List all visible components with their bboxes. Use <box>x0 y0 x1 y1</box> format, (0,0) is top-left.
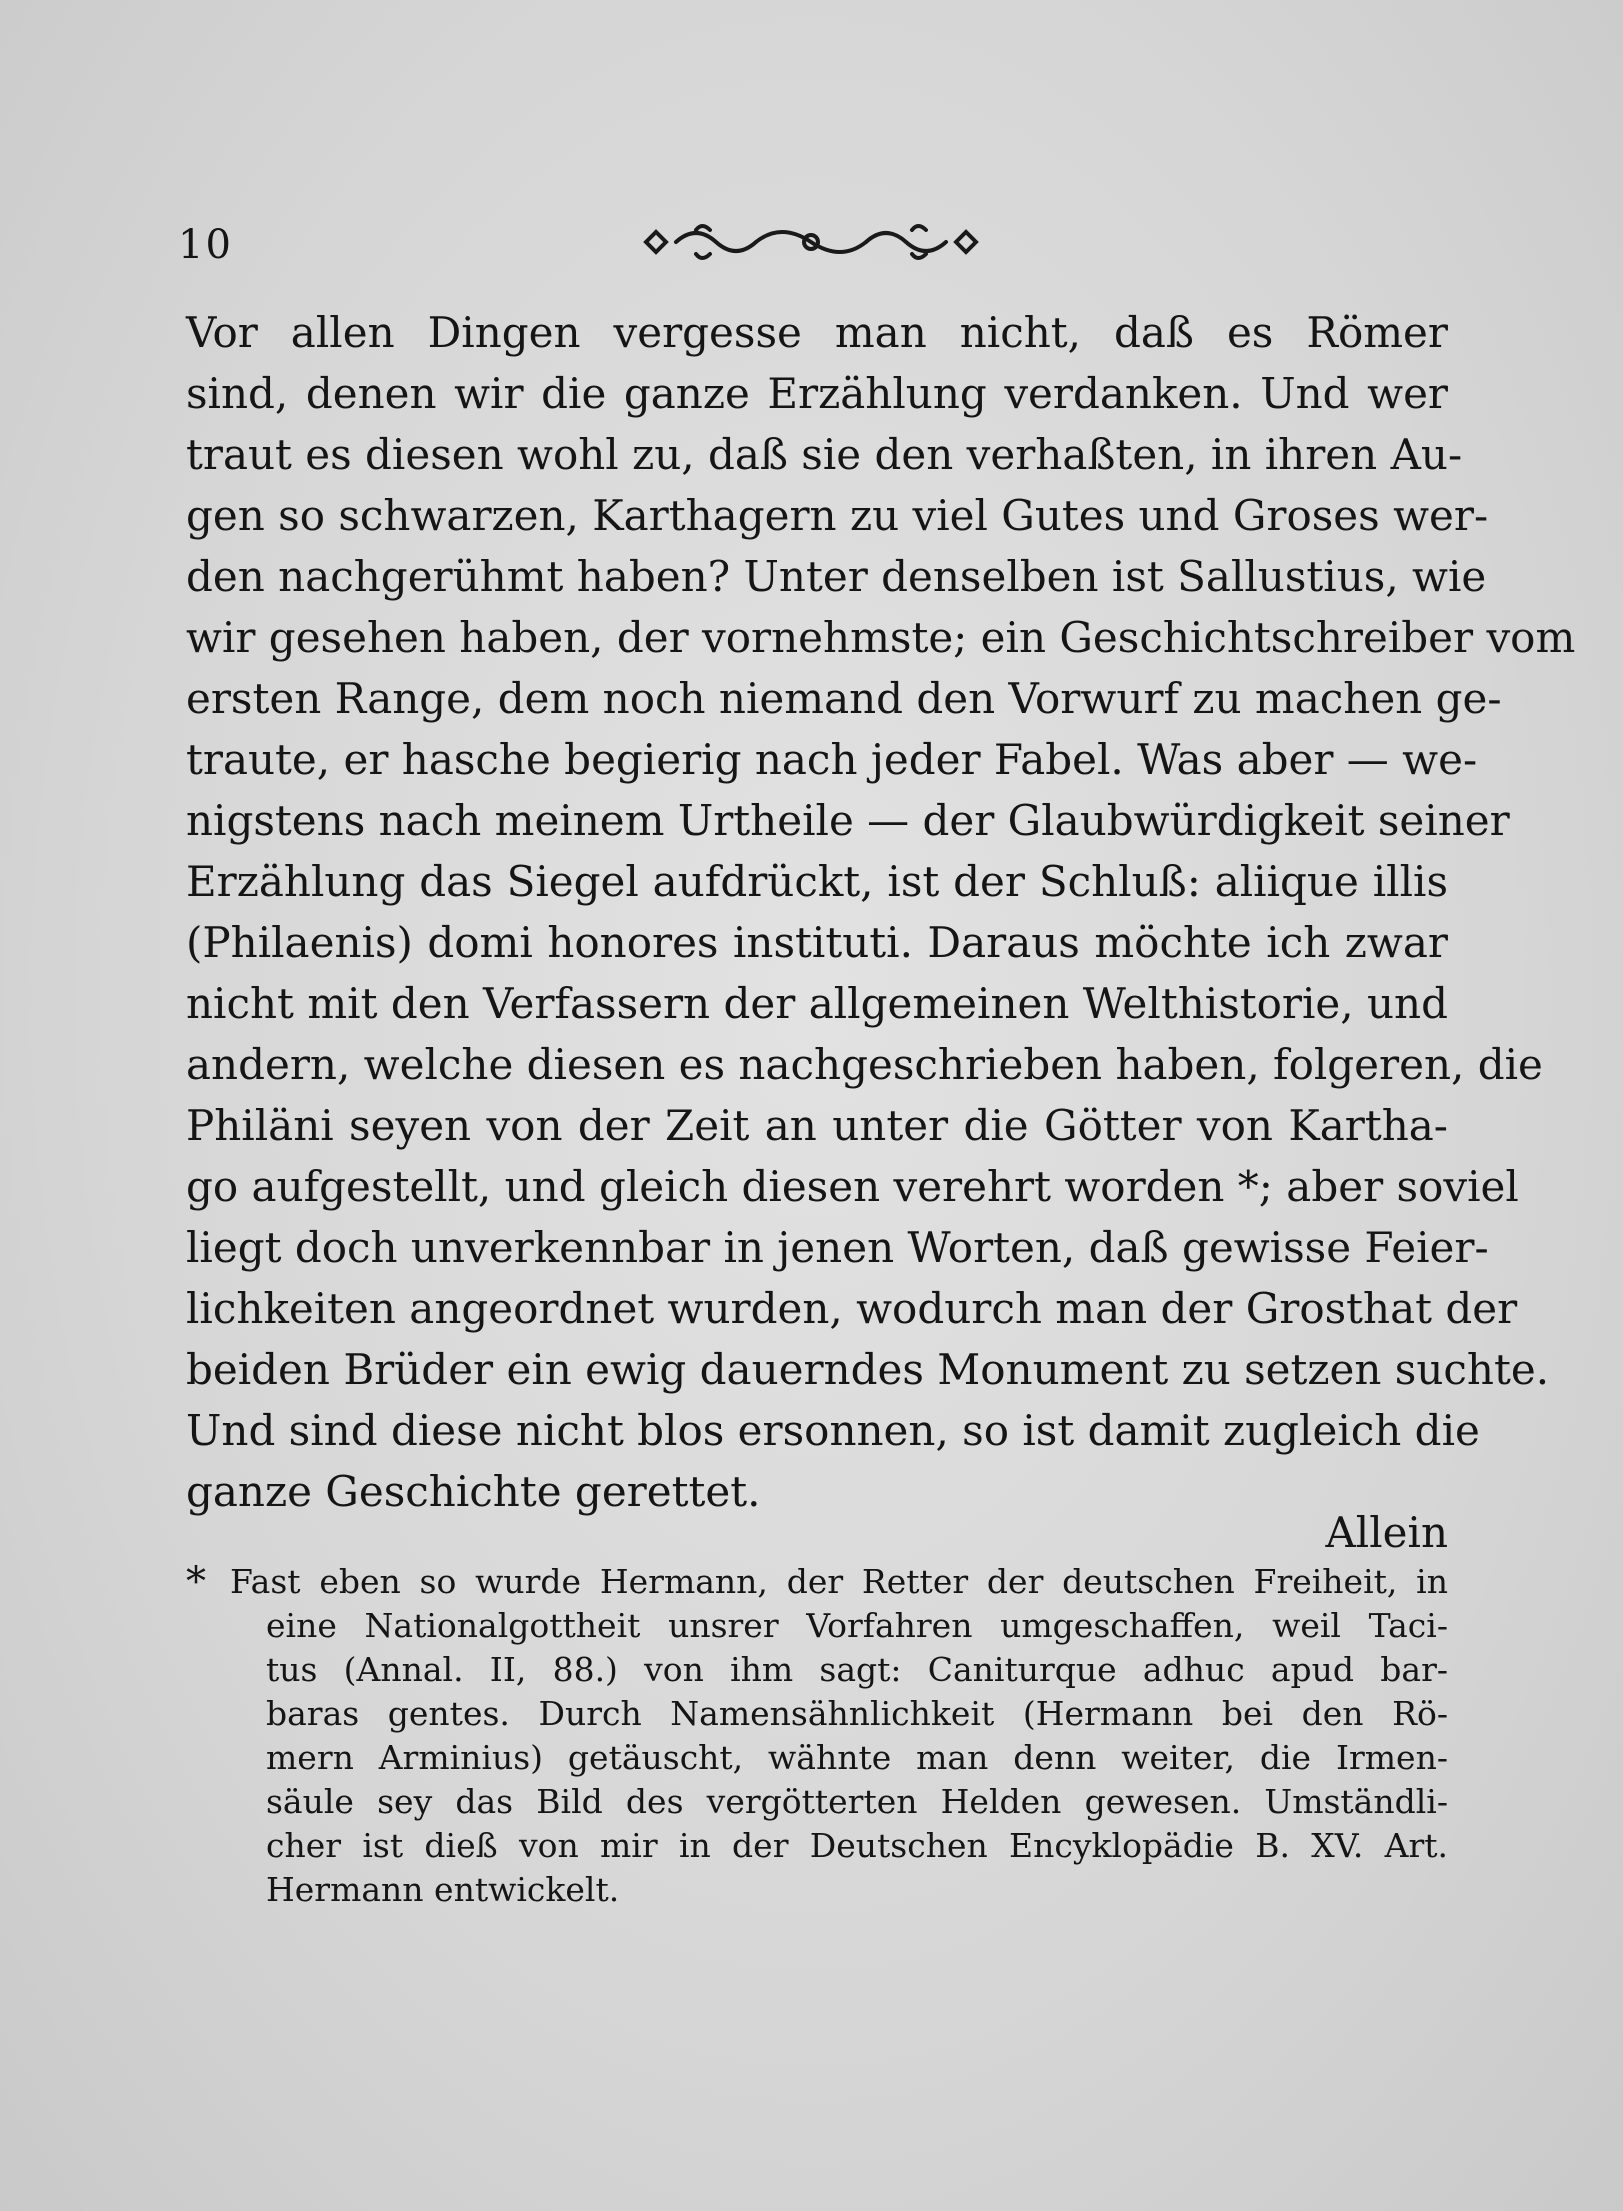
footnote-line: baras gentes. Durch Namensähnlichkeit (Hermann bei den Rö- <box>266 1694 1448 1733</box>
text-line: go aufgestellt, und gleich diesen verehrt worden *; aber soviel <box>186 1162 1519 1211</box>
footnote-line: tus (Annal. II, 88.) von ihm sagt: Caniturque adhuc apud bar- <box>266 1650 1448 1689</box>
footnote-line: eine Nationalgottheit unsrer Vorfahren umgeschaffen, weil Taci- <box>266 1606 1448 1645</box>
text-line: Vor allen Dingen vergesse man nicht, daß es Römer <box>186 308 1448 357</box>
footnote-line: Fast eben so wurde Hermann, der Retter der deutschen Freiheit, in <box>230 1562 1448 1601</box>
text-line: liegt doch unverkennbar in jenen Worten, daß gewisse Feier- <box>186 1223 1489 1272</box>
text-line: andern, welche diesen es nachgeschrieben haben, folgeren, die <box>186 1040 1543 1089</box>
text-line: beiden Brüder ein ewig dauerndes Monument zu setzen suchte. <box>186 1345 1550 1394</box>
text-line: lichkeiten angeordnet wurden, wodurch man der Grosthat der <box>186 1284 1518 1333</box>
text-line: gen so schwarzen, Karthagern zu viel Gutes und Groses wer- <box>186 491 1489 540</box>
footnote-line: cher ist dieß von mir in der Deutschen Encyklopädie B. XV. Art. <box>266 1826 1448 1865</box>
footnote-line: säule sey das Bild des vergötterten Helden gewesen. Umständli- <box>266 1782 1448 1821</box>
text-line: traut es diesen wohl zu, daß sie den verhaßten, in ihren Au- <box>186 430 1463 479</box>
text-line: Philäni seyen von der Zeit an unter die Götter von Kartha- <box>186 1101 1448 1150</box>
footnote <box>186 1560 1448 1912</box>
footnote-marker: * <box>186 1559 206 1605</box>
text-line: sind, denen wir die ganze Erzählung verdanken. Und wer <box>186 369 1448 418</box>
text-line: wir gesehen haben, der vornehmste; ein Geschichtschreiber vom <box>186 613 1576 662</box>
text-line: den nachgerühmt haben? Unter denselben ist Sallustius, wie <box>186 552 1487 601</box>
text-line: ganze Geschichte gerettet. <box>186 1467 761 1516</box>
text-line: Und sind diese nicht blos ersonnen, so ist damit zugleich die <box>186 1406 1480 1455</box>
text-line: traute, er hasche begierig nach jeder Fabel. Was aber — we- <box>186 735 1478 784</box>
footnote-line: Hermann entwickelt. <box>266 1870 620 1909</box>
text-line: ersten Range, dem noch niemand den Vorwurf zu machen ge- <box>186 674 1502 723</box>
footnote-line: mern Arminius) getäuscht, wähnte man denn weiter, die Irmen- <box>266 1738 1448 1777</box>
text-line: (Philaenis) domi honores instituti. Daraus möchte ich zwar <box>186 918 1448 967</box>
floral-headpiece-ornament-icon <box>636 214 986 270</box>
main-text <box>186 302 1576 1522</box>
catchword: Allein <box>1325 1508 1448 1557</box>
text-line: Erzählung das Siegel aufdrückt, ist der Schluß: aliique illis <box>186 857 1448 906</box>
text-line: nigstens nach meinem Urtheile — der Glaubwürdigkeit seiner <box>186 796 1510 845</box>
page-number: 10 <box>178 222 233 268</box>
text-line: nicht mit den Verfassern der allgemeinen Welthistorie, und <box>186 979 1448 1028</box>
